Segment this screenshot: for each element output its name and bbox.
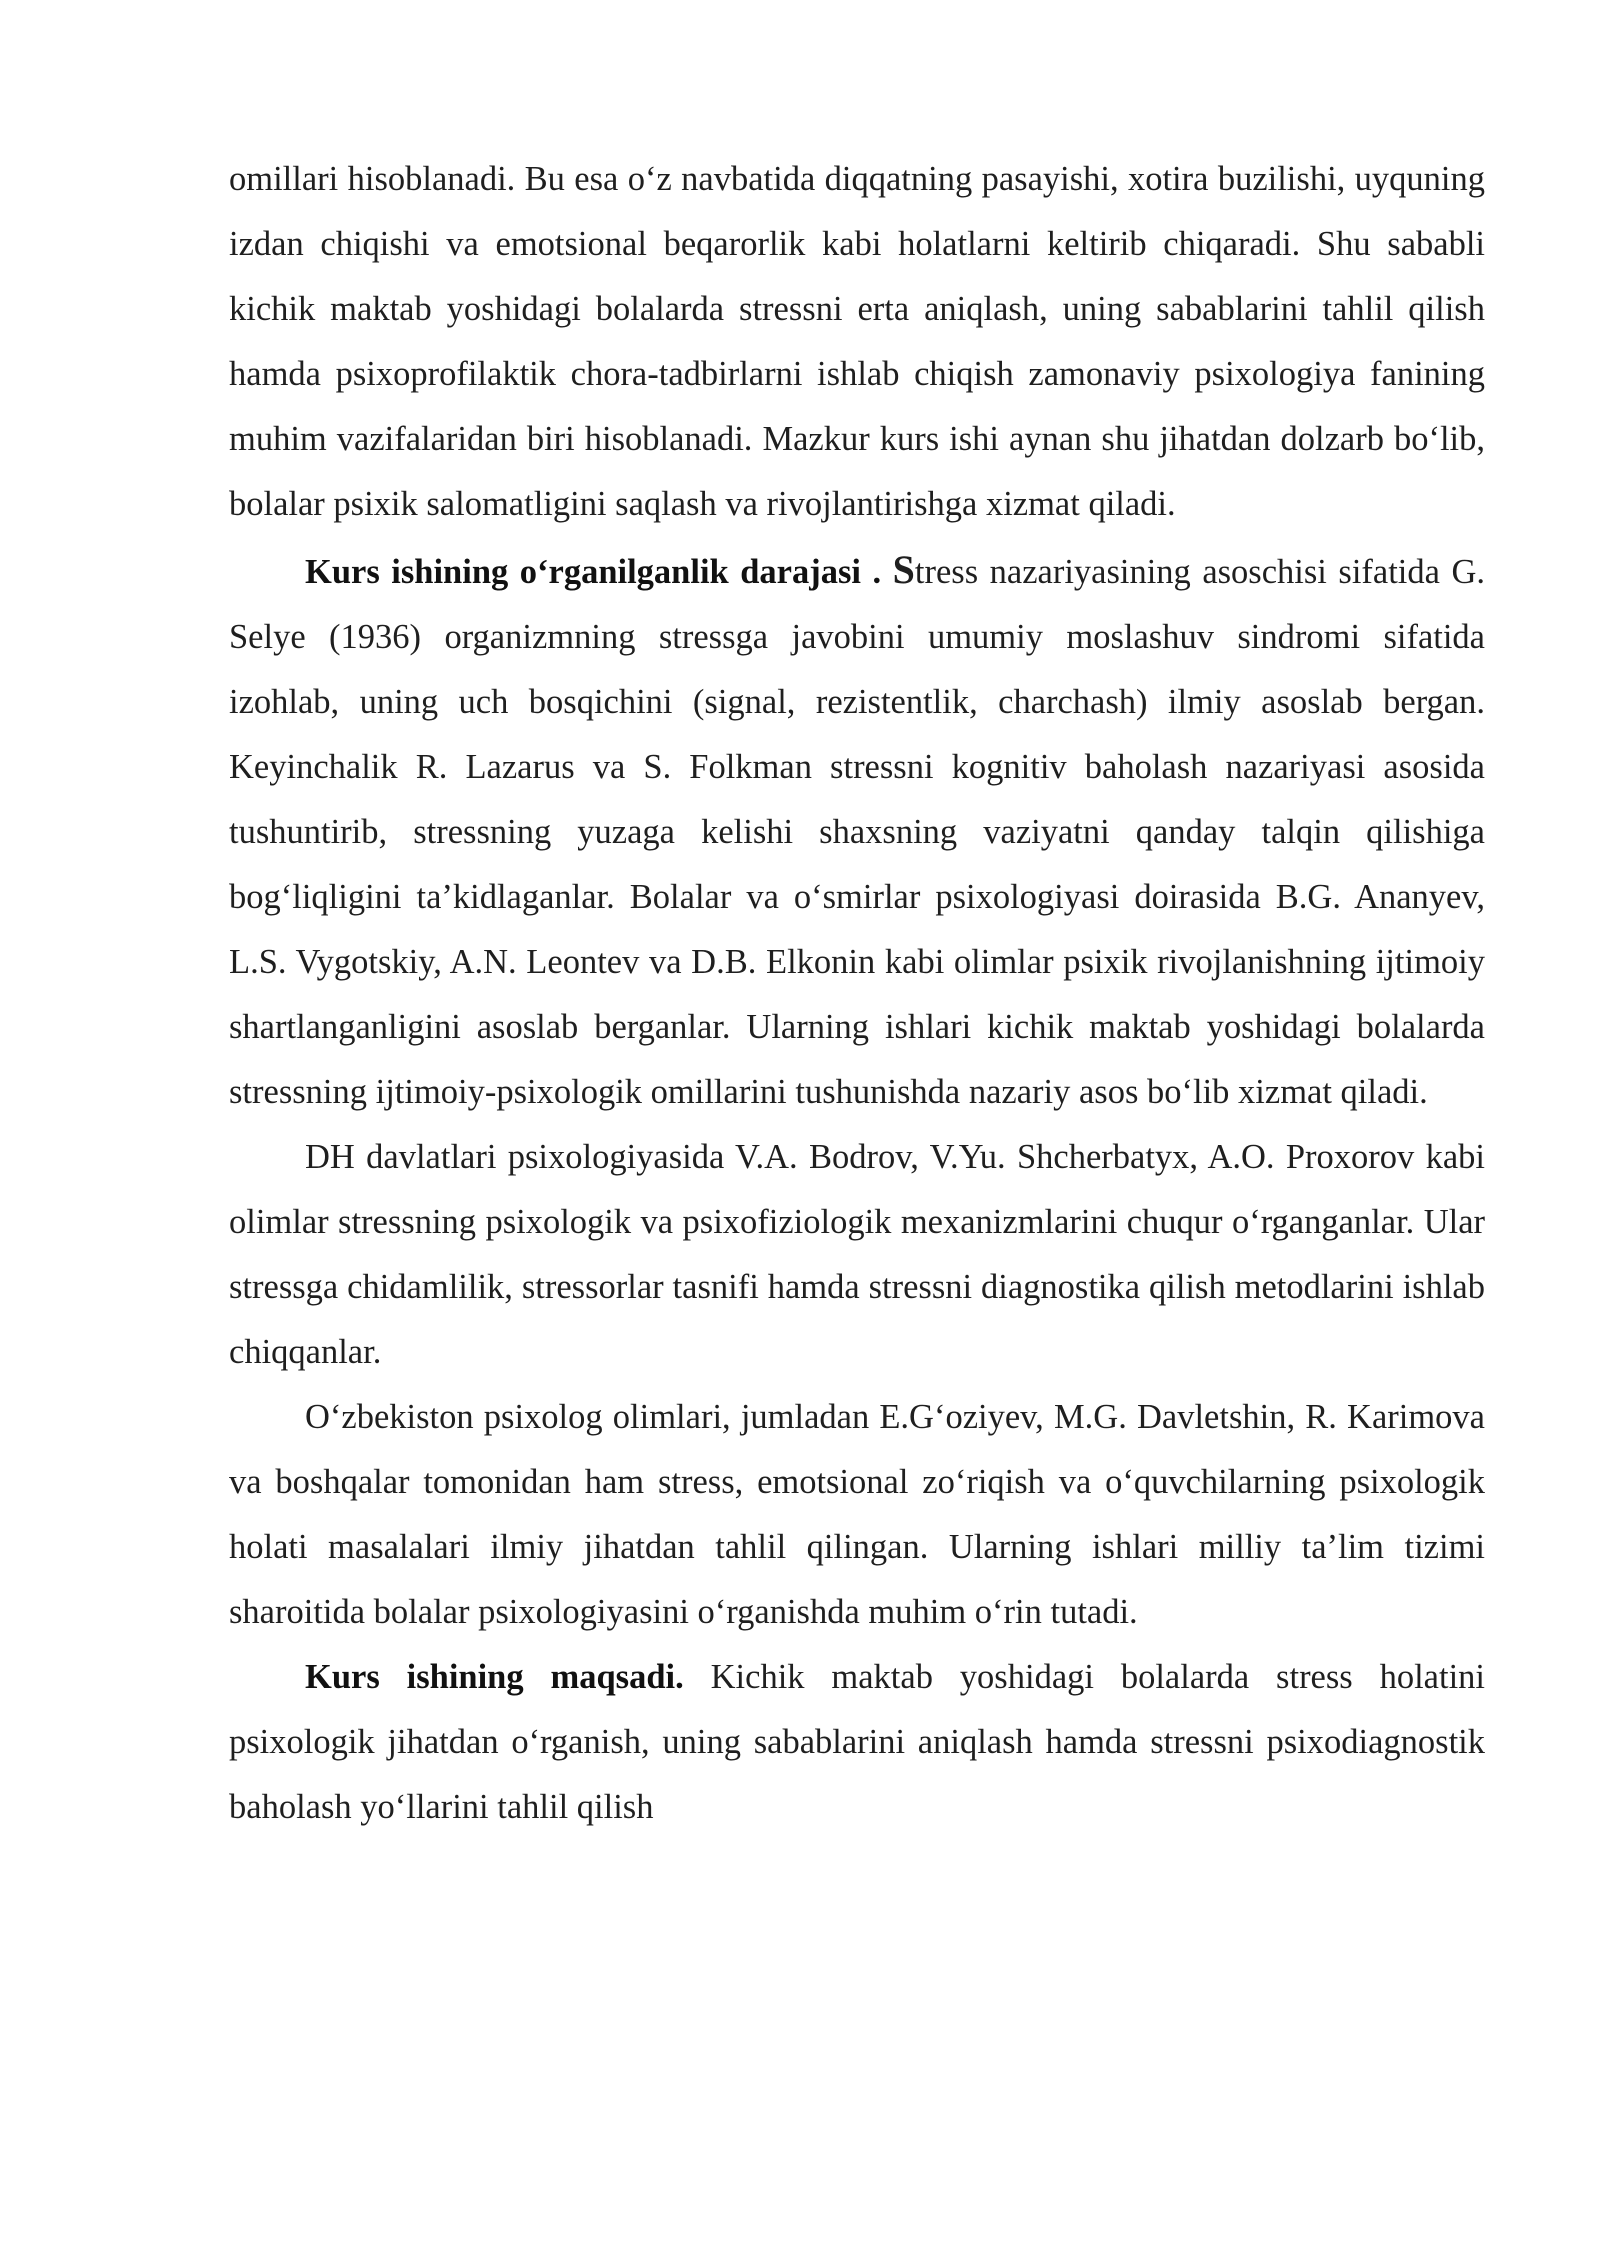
paragraph-3-text: DH davlatlari psixologiyasida V.A. Bodrov, V.Yu. Shcherbatyx, A.O. Proxorov kabi olimlar stressning psixologik va psixofiziologik mexanizmlarini chuqur o‘rganganlar. Ular stressga chidamlilik, stressorlar tasnifi hamda stressni diagnostika qilish metodlarini ishlab chiqqanlar. <box>229 1138 1485 1371</box>
paragraph-4 <box>229 1385 1485 1645</box>
paragraph-1-text: omillari hisoblanadi. Bu esa o‘z navbatida diqqatning pasayishi, xotira buzilishi, uyquning izdan chiqishi va emotsional beqarorlik kabi holatlarni keltirib chiqaradi. Shu sababli kichik maktab yoshidagi bolalarda stressni erta aniqlash, uning sabablarini tahlil qilish hamda psixoprofilaktik chora-tadbirlarni ishlab chiqish zamonaviy psixologiya fanining muhim vazifalaridan biri hisoblanadi. Mazkur kurs ishi aynan shu jihatdan dolzarb bo‘lib, bolalar psixik salomatligini saqlash va rivojlantirishga xizmat qiladi. <box>229 160 1485 523</box>
section-heading-goal: Kurs ishining maqsadi. <box>305 1658 684 1696</box>
document-page <box>229 147 1485 1840</box>
paragraph-5-text: Kichik maktab yoshidagi bolalarda stress holatini psixologik jihatdan o‘rganish, uning sabablarini aniqlash hamda stressni psixodiagnostik baholash yo‘llarini tahlil qilish <box>229 1658 1485 1826</box>
paragraph-3 <box>229 1125 1485 1385</box>
paragraph-2 <box>229 537 1485 1125</box>
paragraph-2-text: tress nazariyasining asoschisi sifatida G. Selye (1936) organizmning stressga javobini umumiy moslashuv sindromi sifatida izohlab, uning uch bosqichini (signal, rezistentlik, charchash) ilmiy asoslab bergan. Keyinchalik R. Lazarus va S. Folkman stressni kognitiv baholash nazariyasi asosida tushuntirib, stressning yuzaga kelishi shaxsning vaziyatni qanday talqin qilishiga bog‘liqligini ta’kidlaganlar. Bolalar va o‘smirlar psixologiyasi doirasida B.G. Ananyev, L.S. Vygotskiy, A.N. Leontev va D.B. Elkonin kabi olimlar psixik rivojlanishning ijtimoiy shartlanganligini asoslab berganlar. Ularning ishlari kichik maktab yoshidagi bolalarda stressning ijtimoiy-psixologik omillarini tushunishda nazariy asos bo‘lib xizmat qiladi. <box>229 553 1485 1111</box>
paragraph-5 <box>229 1645 1485 1840</box>
paragraph-4-text: O‘zbekiston psixolog olimlari, jumladan E.G‘oziyev, M.G. Davletshin, R. Karimova va boshqalar tomonidan ham stress, emotsional zo‘riqish va o‘quvchilarning psixologik holati masalalari ilmiy jihatdan tahlil qilingan. Ularning ishlari milliy ta’lim tizimi sharoitida bolalar psixologiyasini o‘rganishda muhim o‘rin tutadi. <box>229 1398 1485 1631</box>
paragraph-1 <box>229 147 1485 537</box>
paragraph-2-initial-letter: S <box>892 547 915 592</box>
section-heading-study-level: Kurs ishining o‘rganilganlik darajasi . <box>305 553 882 591</box>
